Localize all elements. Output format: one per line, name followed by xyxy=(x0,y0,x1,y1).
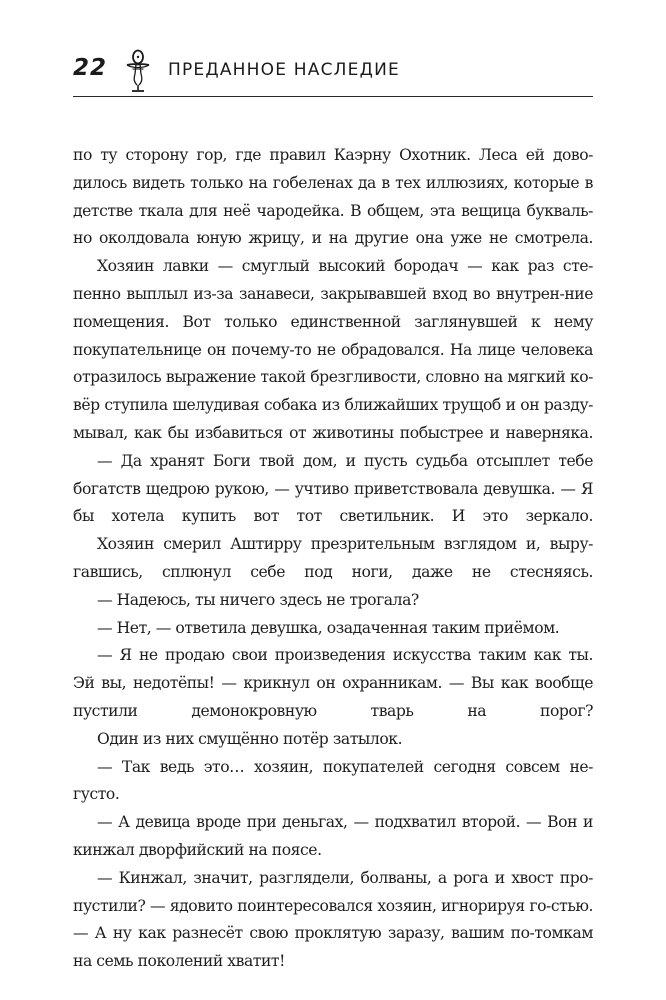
body-text xyxy=(73,142,593,976)
running-head xyxy=(73,44,593,100)
paragraph: — Кинжал, значит, разглядели, болваны, а рога и хвост про-пустили? — ядовито поинтересовался хозяин, игнорируя го-стью. — А ну как разнесёт свою проклятую заразу, вашим по-томкам на семь поколений хватит! xyxy=(73,868,593,971)
paragraph: по ту сторону гор, где правил Каэрну Охотник. Леса ей дово-дилось видеть только на гобеленах да в тех иллюзиях, которые в детстве ткала для неё чародейка. В общем, эта вещица букваль-но околдовала юную жрицу, и на другие она уже не смотрела. xyxy=(73,146,593,248)
paragraph: — Надеюсь, ты ничего здесь не трогала? xyxy=(97,590,419,609)
header-rule xyxy=(73,96,593,97)
paragraph: — Нет, — ответила девушка, озадаченная таким приёмом. xyxy=(97,618,560,637)
paragraph: Хозяин лавки — смуглый высокий бородач — как раз сте-пенно выплыл из-за занавеси, закрывавшей вход во внутрен-ние помещения. Вот только единственной заглянувшей к нему покупательнице он почему-то не обрадовался. На лице человека отразилось выражение такой брезгливости, словно на мягкий ко-вёр ступила шелудивая собака из ближайших трущоб и он разду-мывал, как бы избавиться от животины побыстрее и наверняка. xyxy=(73,257,593,442)
paragraph: — А девица вроде при деньгах, — подхватил второй. — Вон и кинжал дворфийский на поясе. xyxy=(73,813,593,859)
paragraph: — Да хранят Боги твой дом, и пусть судьба отсыплет тебе богатств щедрою рукою, — учтиво приветствовала девушка. — Я бы хотела купить вот тот светильник. И это зеркало. xyxy=(73,451,593,526)
paragraph: Хозяин смерил Аштирру презрительным взглядом и, выру-гавшись, сплюнул себе под ноги, даже не стесняясь. xyxy=(73,535,593,581)
paragraph: Один из них смущённо потёр затылок. xyxy=(97,729,403,748)
book-title: ПРЕДАННОЕ НАСЛЕДИЕ xyxy=(168,60,400,80)
ankh-icon xyxy=(125,48,151,96)
paragraph: — Так ведь это… хозяин, покупателей сегодня совсем не-густо. xyxy=(73,757,593,804)
paragraph: — Я не продаю свои произведения искусства таким как ты. Эй вы, недотёпы! — крикнул он охранникам. — Вы как вообще пустили демонокровную тварь на порог? xyxy=(73,646,593,720)
page-number: 22 xyxy=(73,55,108,81)
